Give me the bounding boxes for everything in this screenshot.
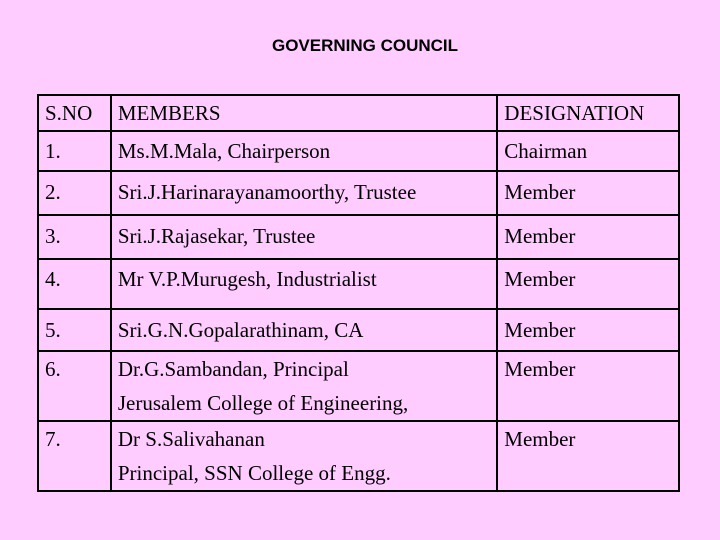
row-member (111, 259, 497, 309)
row-sno: 1. (38, 131, 111, 171)
member-line: Dr S.Salivahanan (117, 427, 265, 451)
row-member (111, 131, 497, 171)
row-sno: 7. (38, 421, 111, 491)
member-line: Jerusalem College of Engineering, (117, 391, 409, 415)
row-member (111, 421, 497, 491)
governing-council-table (37, 94, 680, 492)
member-line: Dr.G.Sambandan, Principal (117, 357, 349, 381)
row-designation: Member (497, 351, 679, 421)
member-line: Sri.G.N.Gopalarathinam, CA (117, 318, 364, 342)
row-member (111, 215, 497, 259)
member-line: Sri.J.Rajasekar, Trustee (117, 224, 316, 248)
row-sno: 2. (38, 171, 111, 215)
table-row (38, 421, 679, 491)
row-sno: 3. (38, 215, 111, 259)
member-line: Principal, SSN College of Engg. (117, 461, 391, 485)
row-member (111, 351, 497, 421)
row-designation: Member (497, 259, 679, 309)
member-line: Ms.M.Mala, Chairperson (117, 139, 331, 163)
table-row (38, 351, 679, 421)
table-row (38, 215, 679, 259)
table-row (38, 171, 679, 215)
page-title: GOVERNING COUNCIL (271, 36, 459, 55)
row-sno: 6. (38, 351, 111, 421)
row-designation: Member (497, 171, 679, 215)
row-designation: Member (497, 215, 679, 259)
table-header-row (38, 95, 679, 131)
table-row (38, 309, 679, 351)
header-sno: S.NO (38, 95, 111, 131)
table-row (38, 131, 679, 171)
header-designation: DESIGNATION (497, 95, 679, 131)
row-member (111, 171, 497, 215)
header-members: MEMBERS (111, 95, 497, 131)
member-line: Sri.J.Harinarayanamoorthy, Trustee (117, 180, 417, 204)
row-sno: 5. (38, 309, 111, 351)
row-designation: Member (497, 309, 679, 351)
member-line: Mr V.P.Murugesh, Industrialist (117, 267, 377, 291)
row-designation: Chairman (497, 131, 679, 171)
table-row (38, 259, 679, 309)
row-sno: 4. (38, 259, 111, 309)
row-member (111, 309, 497, 351)
row-designation: Member (497, 421, 679, 491)
